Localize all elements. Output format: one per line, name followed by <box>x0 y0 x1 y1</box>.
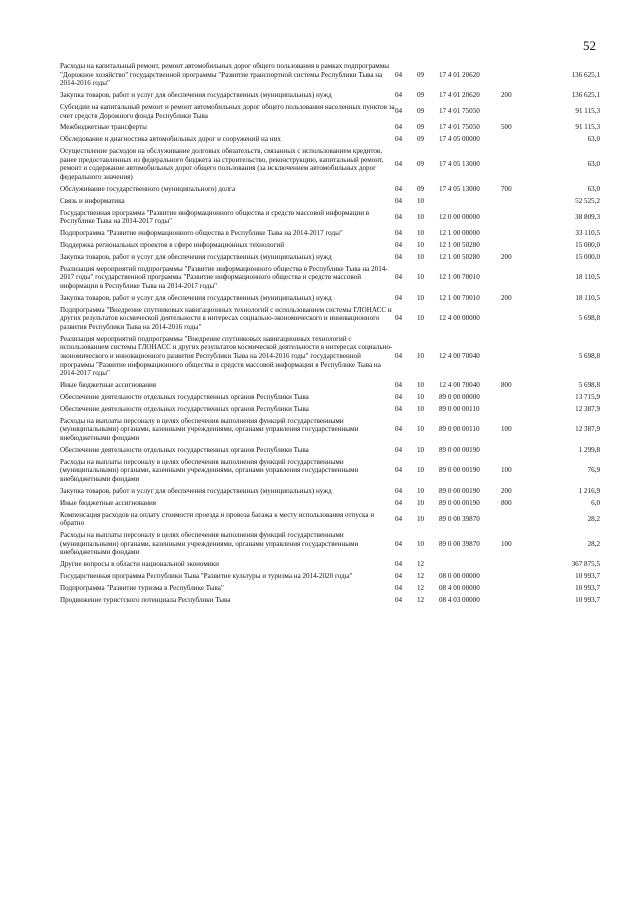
row-amount: 5 698,8 <box>578 352 600 361</box>
table-row <box>60 253 600 265</box>
row-expense-type <box>501 584 523 596</box>
row-amount: 10 993,7 <box>575 584 600 592</box>
row-target-article: 89 0 00 39870 <box>439 514 480 523</box>
row-subsection: 10 <box>417 273 425 282</box>
row-amount: 76,9 <box>587 466 600 475</box>
row-expense-type <box>501 135 523 147</box>
row-name: Обеспечение деятельности отдельных государственных органов Республики Тыва <box>60 404 309 413</box>
row-expense-type: 100 <box>501 425 512 434</box>
row-amount: 28,2 <box>587 514 600 523</box>
page-number: 52 <box>583 38 596 53</box>
row-expense-type: 200 <box>501 91 512 100</box>
row-expense-type <box>501 596 523 608</box>
row-target-article: 89 0 00 00110 <box>439 425 480 434</box>
table-row <box>60 335 600 381</box>
row-amount: 12 387,9 <box>575 425 600 434</box>
row-expense-type: 200 <box>501 486 512 495</box>
row-name: Другие вопросы в области национальной экономики <box>60 560 219 569</box>
row-section: 04 <box>395 466 403 475</box>
row-amount: 1 299,8 <box>578 445 600 454</box>
row-name: Компенсация расходов на оплату стоимости проезда и провоза багажа к месту использования отпуска и обратно <box>60 510 375 528</box>
row-target-article: 89 0 00 00190 <box>439 486 480 495</box>
row-target-article: 12 4 00 70040 <box>439 352 480 361</box>
row-name: Межбюджетные трансферты <box>60 123 147 132</box>
row-section: 04 <box>395 595 403 604</box>
row-subsection: 10 <box>417 393 425 402</box>
table-row <box>60 229 600 241</box>
table-row <box>60 197 600 209</box>
row-subsection: 09 <box>417 135 425 144</box>
row-subsection: 10 <box>417 486 425 495</box>
row-target-article: 12 1 00 70010 <box>439 293 480 302</box>
row-expense-type: 700 <box>501 184 512 193</box>
row-subsection: 10 <box>417 252 425 261</box>
row-target-article: 12 1 00 50280 <box>439 241 480 250</box>
row-name: Субсидии на капитальный ремонт и ремонт автомобильных дорог общего пользования населенных пунктов за счет средств Дорожного фонда Республики Тыва <box>60 102 395 120</box>
row-subsection: 10 <box>417 241 425 250</box>
table-row <box>60 294 600 306</box>
row-target-article: 89 0 00 00000 <box>439 393 480 402</box>
row-subsection: 09 <box>417 70 425 79</box>
row-subsection: 12 <box>417 584 425 592</box>
row-expense-type <box>501 209 523 229</box>
row-section: 04 <box>395 293 403 302</box>
row-name: Обеспечение деятельности отдельных государственных органов Республики Тыва <box>60 445 309 454</box>
row-amount: 28,2 <box>587 539 600 548</box>
table-row <box>60 123 600 135</box>
row-expense-type: 100 <box>501 539 512 548</box>
row-section: 04 <box>395 91 403 100</box>
row-amount: 6,0 <box>591 498 600 507</box>
row-subsection: 10 <box>417 425 425 434</box>
row-expense-type <box>501 241 523 253</box>
row-name: Закупка товаров, работ и услуг для обеспечения государственных (муниципальных) нужд <box>60 252 332 261</box>
row-section: 04 <box>395 352 403 361</box>
row-name: Государственная программа Республики Тыва "Развитие культуры и туризма на 2014-2020 годы" <box>60 572 353 581</box>
row-section: 04 <box>395 160 403 169</box>
table-row <box>60 62 600 91</box>
row-section: 04 <box>395 393 403 402</box>
row-subsection: 10 <box>417 314 425 323</box>
table-row <box>60 135 600 147</box>
row-subsection: 10 <box>417 514 425 523</box>
table-row <box>60 572 600 584</box>
row-target-article: 89 0 00 00190 <box>439 466 480 475</box>
row-section: 04 <box>395 273 403 282</box>
table-row <box>60 91 600 103</box>
row-expense-type <box>501 265 523 294</box>
row-expense-type <box>501 511 523 531</box>
row-amount: 10 993,7 <box>575 572 600 581</box>
row-name: Связь и информатика <box>60 196 125 205</box>
table-row <box>60 531 600 560</box>
table-row <box>60 306 600 335</box>
row-expense-type: 800 <box>501 381 512 390</box>
table-row <box>60 185 600 197</box>
table-row <box>60 511 600 531</box>
table-row <box>60 584 600 596</box>
row-target-article: 89 0 00 00110 <box>439 404 480 413</box>
row-subsection: 09 <box>417 107 425 116</box>
row-target-article: 89 0 00 00190 <box>439 498 480 507</box>
row-target-article: 17 4 01 75050 <box>439 107 480 116</box>
row-subsection: 09 <box>417 160 425 169</box>
row-section: 04 <box>395 241 403 250</box>
table-row <box>60 209 600 229</box>
row-target-article <box>439 197 501 209</box>
row-name: Расходы на выплаты персоналу в целях обеспечения выполнения функций государственными (муниципальными) органами, казенными учреждениями, органами управления государственными внебюджетными фондами <box>60 416 359 443</box>
table-row <box>60 393 600 405</box>
row-section: 04 <box>395 381 403 390</box>
row-section: 04 <box>395 123 403 132</box>
row-amount: 12 387,9 <box>575 404 600 413</box>
row-name: Обследование и диагностика автомобильных дорог и сооружений на них <box>60 135 281 144</box>
row-amount: 52 525,2 <box>575 196 600 205</box>
row-expense-type: 200 <box>501 293 512 302</box>
row-name: Подпрограмма "Внедрение спутниковых навигационных технологий с использованием системы ГЛОНАСС и других результатов космической деятельности в интересах социально-экономического и инновационного развития Республики Тыва на 2014-2016 годы" <box>60 305 392 331</box>
row-subsection: 09 <box>417 123 425 132</box>
row-target-article: 08 4 00 00000 <box>439 584 480 592</box>
row-target-article: 17 4 05 13000 <box>439 160 480 169</box>
row-amount: 1 216,9 <box>578 486 600 495</box>
row-name: Обеспечение деятельности отдельных государственных органов Республики Тыва <box>60 393 309 402</box>
table-row <box>60 446 600 458</box>
row-subsection: 10 <box>417 381 425 390</box>
row-section: 04 <box>395 425 403 434</box>
row-expense-type <box>501 560 523 572</box>
row-expense-type <box>501 446 523 458</box>
row-amount: 33 110,5 <box>575 229 600 238</box>
row-subsection: 12 <box>417 572 425 581</box>
row-amount: 91 115,3 <box>575 123 600 132</box>
row-expense-type <box>501 393 523 405</box>
row-expense-type: 200 <box>501 252 512 261</box>
row-amount: 5 698,8 <box>578 381 600 390</box>
row-amount: 13 715,9 <box>575 393 600 402</box>
row-amount: 38 809,3 <box>575 212 600 221</box>
row-subsection: 10 <box>417 229 425 238</box>
row-target-article: 89 0 00 00190 <box>439 445 480 454</box>
budget-table <box>60 62 600 608</box>
table-row <box>60 417 600 446</box>
row-section: 04 <box>395 135 403 144</box>
row-name: Расходы на выплаты персоналу в целях обеспечения выполнения функций государственными (муниципальными) органами, казенными учреждениями, органами управления государственными внебюджетными фондами <box>60 531 359 557</box>
row-section: 04 <box>395 196 403 205</box>
row-name: Закупка товаров, работ и услуг для обеспечения государственных (муниципальных) нужд <box>60 293 332 302</box>
row-target-article: 08 4 03 00000 <box>439 595 480 604</box>
row-name: Подпрограмма "Развитие туризма в Республике Тыва" <box>60 584 224 592</box>
row-expense-type <box>501 306 523 335</box>
row-amount: 63,0 <box>587 135 600 144</box>
row-subsection: 09 <box>417 184 425 193</box>
row-section: 04 <box>395 539 403 548</box>
row-section: 04 <box>395 107 403 116</box>
row-subsection: 10 <box>417 445 425 454</box>
table-row <box>60 265 600 294</box>
row-target-article: 12 1 00 70010 <box>439 273 480 282</box>
table-row <box>60 560 600 572</box>
row-subsection: 10 <box>417 466 425 475</box>
table-row <box>60 499 600 511</box>
row-amount: 5 698,8 <box>578 314 600 323</box>
row-subsection: 10 <box>417 196 425 205</box>
table-row <box>60 487 600 499</box>
row-expense-type <box>501 335 523 381</box>
row-name: Государственная программа "Развитие информационного общества и средств массовой информации в Республике Тыва на 2014-2017 годы" <box>60 208 370 226</box>
row-subsection: 10 <box>417 498 425 507</box>
row-section: 04 <box>395 252 403 261</box>
row-expense-type <box>501 197 523 209</box>
row-amount: 10 993,7 <box>575 595 600 604</box>
row-section: 04 <box>395 70 403 79</box>
row-name: Реализация мероприятий подпрограммы "Внедрение спутниковых навигационных технологий с использованием системы ГЛОНАСС и других результатов космической деятельности в интересах социально-экономического и инновационного развития Республики Тыва на 2014-2016 годы" государственной программы "Развитие информационного общества и средств массовой информации в Республике Тыва на 2014-2017 годы" <box>60 334 393 378</box>
row-target-article: 89 0 00 39870 <box>439 539 480 548</box>
row-expense-type <box>501 572 523 584</box>
row-section: 04 <box>395 404 403 413</box>
row-target-article: 12 1 00 50280 <box>439 252 480 261</box>
row-section: 04 <box>395 560 403 569</box>
table-row <box>60 147 600 185</box>
row-subsection: 10 <box>417 212 425 221</box>
row-subsection: 10 <box>417 352 425 361</box>
row-amount: 91 115,3 <box>575 107 600 116</box>
row-amount: 15 000,0 <box>575 241 600 250</box>
row-amount: 136 625,1 <box>571 70 600 79</box>
row-target-article <box>439 560 501 572</box>
row-target-article: 12 4 00 70040 <box>439 381 480 390</box>
table-row <box>60 405 600 417</box>
row-target-article: 12 1 00 00000 <box>439 229 480 238</box>
row-expense-type <box>501 62 523 91</box>
row-name: Закупка товаров, работ и услуг для обеспечения государственных (муниципальных) нужд <box>60 486 332 495</box>
row-expense-type <box>501 229 523 241</box>
row-expense-type <box>501 103 523 123</box>
row-section: 04 <box>395 445 403 454</box>
row-name: Осуществление расходов на обслуживание долговых обязательств, связанных с использованием кредитов, ранее предоставленных из федерального бюджета на строительство, реконструкцию, капитальный ремонт, ремонт и содержание автомобильных дорог общего пользования (за исключением автомобильных дорог федерального значения) <box>60 147 384 182</box>
row-name: Расходы на капитальный ремонт, ремонт автомобильных дорог общего пользования в рамках подпрограммы "Дорожное хозяйство" государственной программы "Развитие транспортной системы Республики Тыва на 2014-2016 годы" <box>60 62 390 88</box>
row-subsection: 10 <box>417 293 425 302</box>
table-row <box>60 103 600 123</box>
row-amount: 18 110,5 <box>575 273 600 282</box>
row-subsection: 12 <box>417 560 425 569</box>
row-expense-type: 100 <box>501 466 512 475</box>
row-name: Обслуживание государственного (муниципального) долга <box>60 184 236 193</box>
row-amount: 18 110,5 <box>575 293 600 302</box>
row-name: Иные бюджетные ассигнования <box>60 381 157 390</box>
row-section: 04 <box>395 498 403 507</box>
row-subsection: 10 <box>417 539 425 548</box>
row-name: Подпрограмма "Развитие информационного общества в Республике Тыва на 2014-2017 годы" <box>60 229 343 238</box>
table-row <box>60 596 600 608</box>
row-target-article: 08 0 00 00000 <box>439 572 480 581</box>
row-expense-type <box>501 405 523 417</box>
row-target-article: 12 4 00 00000 <box>439 314 480 323</box>
row-subsection: 12 <box>417 595 425 604</box>
row-name: Расходы на выплаты персоналу в целях обеспечения выполнения функций государственными (муниципальными) органами, казенными учреждениями, органами управления государственными внебюджетными фондами <box>60 457 359 483</box>
row-amount: 63,0 <box>587 184 600 193</box>
row-target-article: 12 0 00 00000 <box>439 212 480 221</box>
row-target-article: 17 4 05 00000 <box>439 135 480 144</box>
row-section: 04 <box>395 212 403 221</box>
row-section: 04 <box>395 184 403 193</box>
row-section: 04 <box>395 229 403 238</box>
row-section: 04 <box>395 314 403 323</box>
row-target-article: 17 4 01 20620 <box>439 91 480 100</box>
budget-table-body <box>60 62 600 608</box>
row-amount: 63,0 <box>587 160 600 169</box>
row-section: 04 <box>395 584 403 592</box>
row-subsection: 10 <box>417 404 425 413</box>
row-name: Поддержка региональных проектов в сфере информационных технологий <box>60 241 285 250</box>
row-section: 04 <box>395 486 403 495</box>
row-amount: 15 000,0 <box>575 252 600 261</box>
row-expense-type: 800 <box>501 498 512 507</box>
row-section: 04 <box>395 514 403 523</box>
row-subsection: 09 <box>417 91 425 100</box>
row-amount: 367 875,5 <box>571 560 600 569</box>
row-name: Закупка товаров, работ и услуг для обеспечения государственных (муниципальных) нужд <box>60 91 332 100</box>
row-amount: 136 625,1 <box>571 91 600 100</box>
row-target-article: 17 4 01 20620 <box>439 70 480 79</box>
row-expense-type: 500 <box>501 123 512 132</box>
table-row <box>60 458 600 487</box>
table-row <box>60 381 600 393</box>
row-target-article: 17 4 05 13000 <box>439 184 480 193</box>
row-section: 04 <box>395 572 403 581</box>
row-name: Реализация мероприятий подпрограммы "Развитие информационного общества в Республике Тыва на 2014-2017 годы" государственной программы "Развитие информационного общества и средств массовой информации в Республике Тыва на 2014-2017 годы" <box>60 264 388 291</box>
row-target-article: 17 4 01 75050 <box>439 123 480 132</box>
table-row <box>60 241 600 253</box>
row-expense-type <box>501 147 523 185</box>
row-name: Продвижение туристского потенциала Республики Тыва <box>60 595 231 604</box>
row-name: Иные бюджетные ассигнования <box>60 498 157 507</box>
